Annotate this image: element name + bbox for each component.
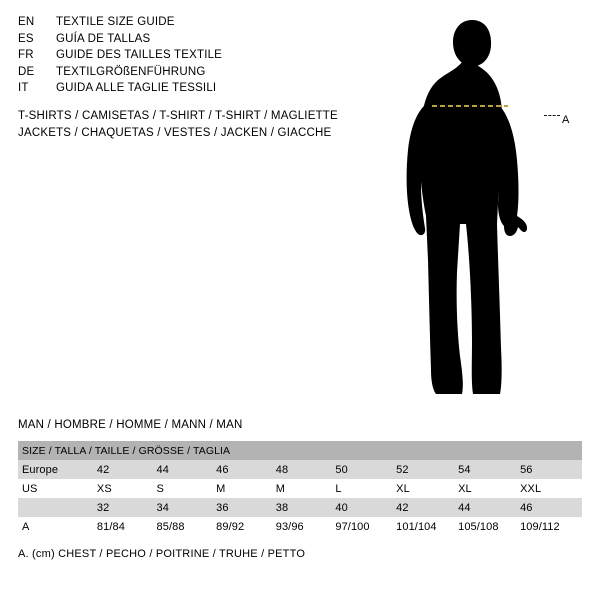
table-cell: 32	[97, 498, 157, 517]
table-cell: 40	[335, 498, 396, 517]
language-code: DE	[18, 65, 35, 78]
language-row	[18, 33, 222, 50]
table-cell: 44	[157, 460, 217, 479]
table-row	[18, 498, 582, 517]
footnote: A. (cm) CHEST / PECHO / POITRINE / TRUHE / PETTO	[18, 548, 306, 560]
language-title: TEXTILE SIZE GUIDE	[56, 16, 175, 28]
table-cell: XL	[396, 479, 458, 498]
table-cell: 42	[97, 460, 157, 479]
table-cell: 101/104	[396, 517, 458, 536]
table-cell: 46	[520, 498, 582, 517]
table-cell: 97/100	[335, 517, 396, 536]
category-tshirts: T-SHIRTS / CAMISETAS / T-SHIRT / T-SHIRT / MAGLIETTE	[18, 110, 338, 122]
language-code: ES	[18, 32, 34, 45]
row-label: Europe	[18, 460, 97, 479]
table-row	[18, 460, 582, 479]
table-cell: 34	[157, 498, 217, 517]
language-code: IT	[18, 82, 29, 94]
row-label: A	[18, 517, 97, 536]
language-code: EN	[18, 16, 35, 28]
table-cell: 46	[216, 460, 276, 479]
measure-label-a: A	[562, 114, 570, 126]
table-cell: XL	[458, 479, 520, 498]
table-row	[18, 517, 582, 536]
measure-leader-line	[544, 115, 560, 116]
table-header-row	[18, 441, 582, 460]
table-cell: 56	[520, 460, 582, 479]
language-row	[18, 66, 222, 83]
category-jackets: JACKETS / CHAQUETAS / VESTES / JACKEN / GIACCHE	[18, 127, 332, 139]
table-cell: 89/92	[216, 517, 276, 536]
table-cell: 93/96	[276, 517, 336, 536]
table-cell: 48	[276, 460, 336, 479]
language-row	[18, 49, 222, 66]
table-row	[18, 479, 582, 498]
language-title: TEXTILGRÖßENFÜHRUNG	[56, 65, 206, 78]
row-label	[18, 498, 97, 517]
category-list	[18, 110, 338, 144]
table-title: MAN / HOMBRE / HOMME / MANN / MAN	[18, 419, 243, 431]
table-cell: 42	[396, 498, 458, 517]
language-title: GUIDE DES TAILLES TEXTILE	[56, 49, 223, 61]
language-code: FR	[18, 49, 34, 61]
table-cell: L	[335, 479, 396, 498]
table-header-label: SIZE / TALLA / TAILLE / GRÖSSE / TAGLIA	[18, 441, 582, 460]
size-table	[18, 441, 582, 536]
table-cell: 54	[458, 460, 520, 479]
table-cell: 52	[396, 460, 458, 479]
table-cell: 105/108	[458, 517, 520, 536]
language-title: GUÍA DE TALLAS	[56, 32, 151, 45]
table-cell: 109/112	[520, 517, 582, 536]
language-title: GUIDA ALLE TAGLIE TESSILI	[56, 82, 217, 94]
table-cell: 85/88	[157, 517, 217, 536]
table-cell: S	[157, 479, 217, 498]
table-cell: M	[216, 479, 276, 498]
table-cell: XXL	[520, 479, 582, 498]
male-silhouette-icon	[400, 10, 590, 400]
table-cell: 44	[458, 498, 520, 517]
language-list	[18, 16, 222, 99]
table-cell: 36	[216, 498, 276, 517]
table-cell: 38	[276, 498, 336, 517]
language-row	[18, 82, 222, 99]
table-cell: 81/84	[97, 517, 157, 536]
table-cell: M	[276, 479, 336, 498]
table-cell: 50	[335, 460, 396, 479]
language-row	[18, 16, 222, 33]
figure-illustration	[400, 10, 590, 400]
table-cell: XS	[97, 479, 157, 498]
row-label: US	[18, 479, 97, 498]
